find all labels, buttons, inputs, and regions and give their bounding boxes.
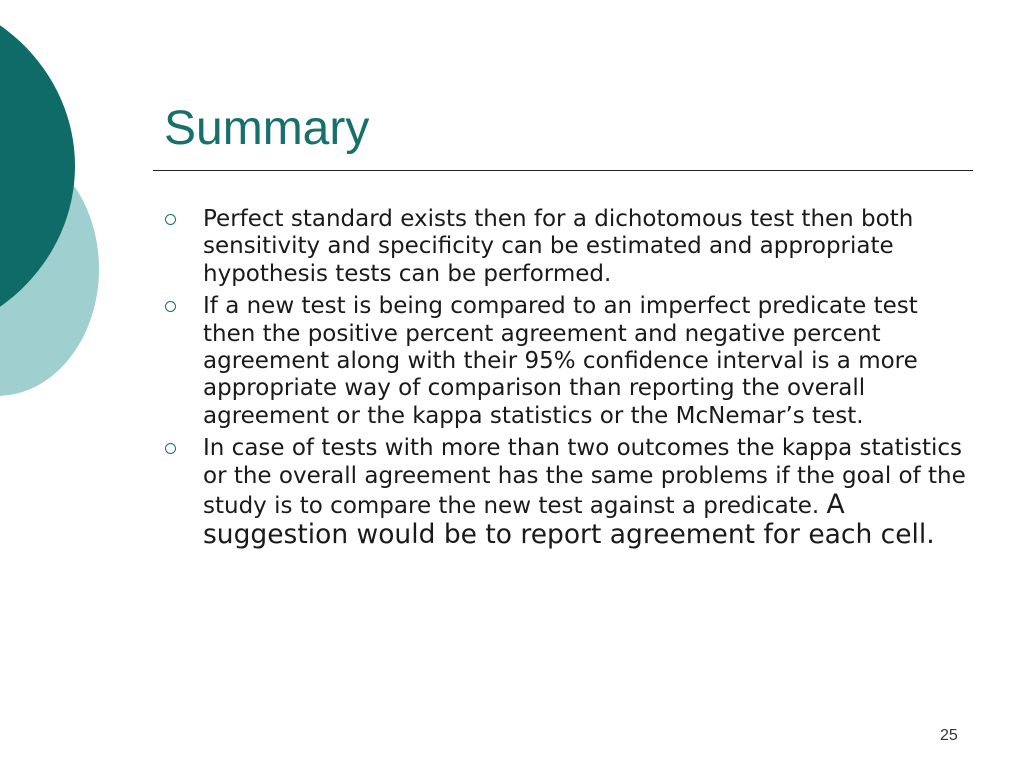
bullet-item	[163, 435, 973, 551]
bullet-item	[163, 206, 973, 288]
bullet-text-emphasis: A suggestion would be to report agreement for each cell.	[203, 489, 935, 551]
title-divider	[153, 170, 973, 171]
bullet-circle-icon	[165, 214, 176, 225]
bullet-item	[163, 293, 973, 430]
bullet-list	[163, 206, 973, 556]
slide-title: Summary	[164, 102, 370, 155]
bullet-text: Perfect standard exists then for a dichotomous test then both sensitivity and specificity can be estimated and appropriate hypothesis tests can be performed.	[203, 206, 914, 287]
bullet-text: In case of tests with more than two outcomes the kappa statistics or the overall agreement has the same problems if the goal of the study is to compare the new test against a predicate.	[203, 435, 966, 520]
page-number: 25	[940, 727, 958, 744]
bullet-circle-icon	[165, 443, 176, 454]
bullet-text: If a new test is being compared to an imperfect predicate test then the positive percent agreement and negative percent agreement along with their 95% confidence interval is a more appropriate way of comparison than reporting the overall agreement or the kappa statistics or the McNemar’s test.	[203, 293, 918, 429]
bullet-circle-icon	[165, 301, 176, 312]
